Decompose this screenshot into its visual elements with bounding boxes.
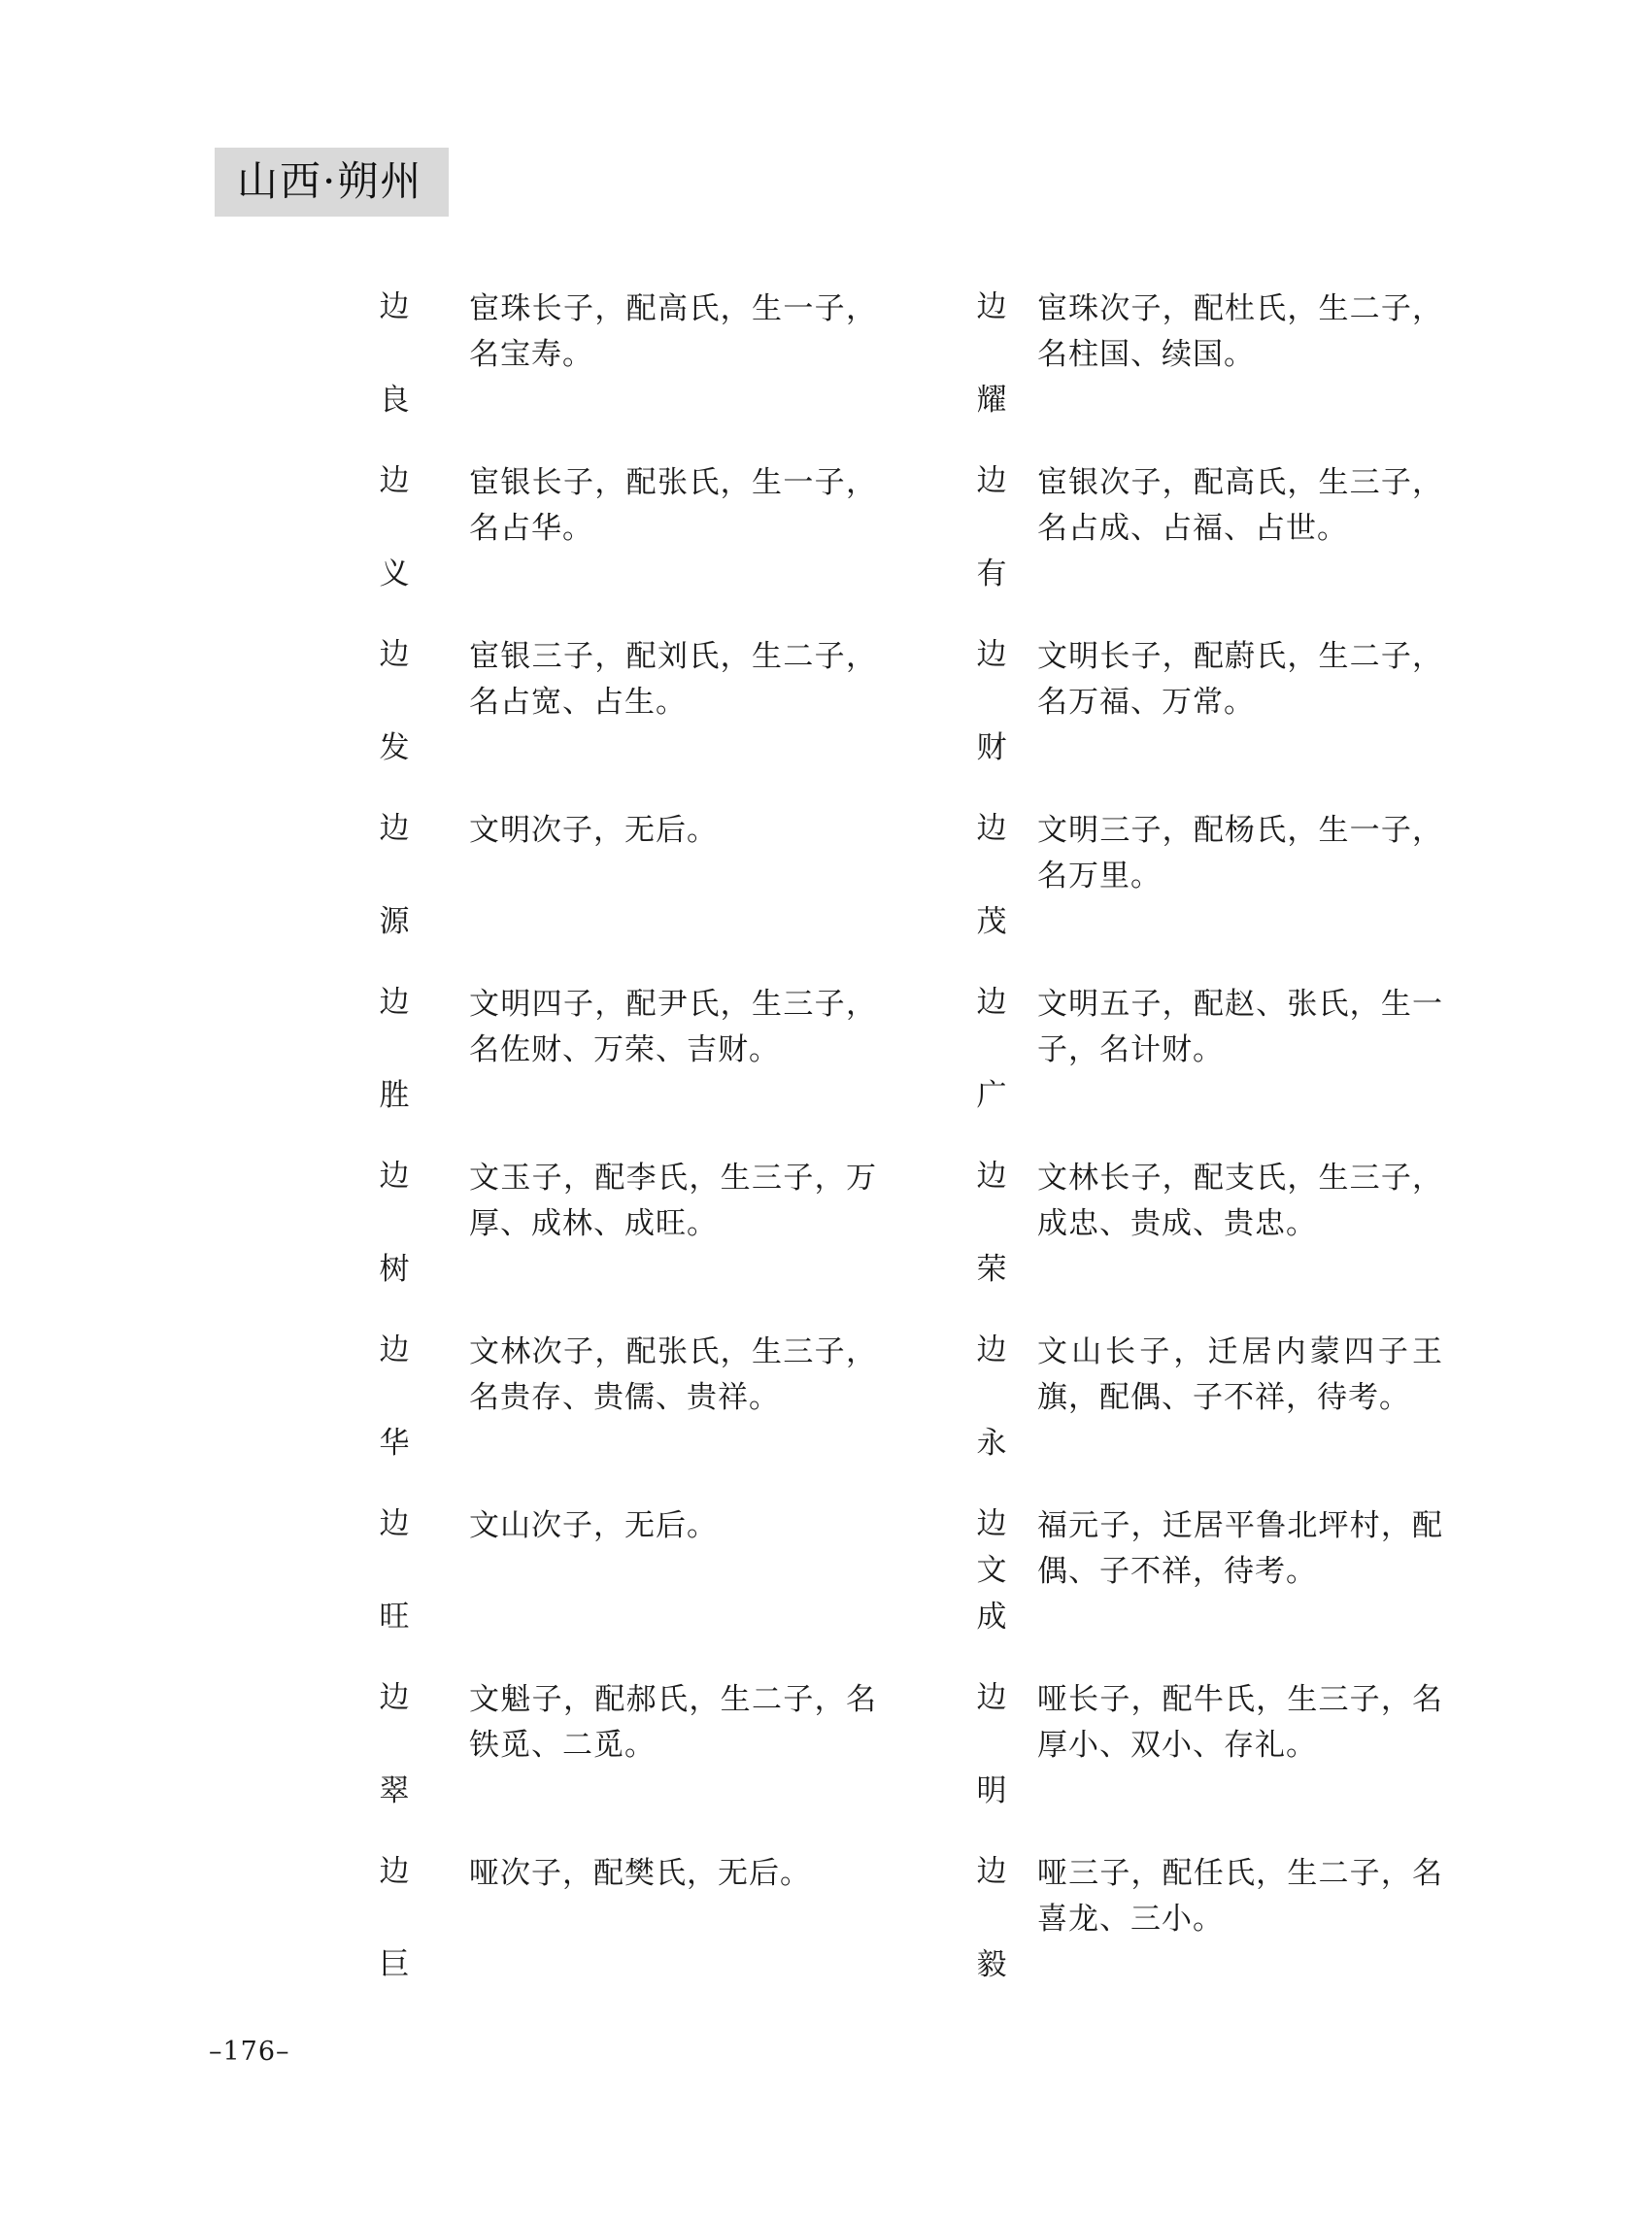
person-description: 文明五子，配赵、张氏，生一子，名计财。: [1037, 987, 1443, 1067]
person-name-char: 边: [976, 1506, 1007, 1541]
person-description: 哑三子，配任氏，生二子，名喜龙、三小。: [1037, 1856, 1443, 1937]
person-name-char: 翠: [379, 1773, 410, 1808]
genealogy-entry: [374, 1677, 879, 1823]
genealogy-entry: [374, 808, 879, 954]
person-name-char: 边: [976, 811, 1007, 846]
genealogy-entry: [374, 982, 879, 1128]
genealogy-entry: [374, 1156, 879, 1301]
person-name-char: 广: [976, 1078, 1007, 1113]
genealogy-entry: [971, 1503, 1457, 1649]
person-description: 文明长子，配蔚氏，生二子，名万福、万常。: [1037, 639, 1443, 720]
genealogy-entry: [374, 1330, 879, 1475]
person-description: 文玉子，配李氏，生三子，万厚、成林、成旺。: [469, 1161, 877, 1241]
person-name-char: 边: [379, 463, 410, 498]
person-name-char: 巨: [379, 1947, 410, 1982]
person-name-char: 边: [976, 1332, 1007, 1367]
person-name-char: 荣: [976, 1252, 1007, 1287]
genealogy-entry: [971, 1851, 1457, 1997]
page-number: –176–: [209, 2037, 290, 2067]
genealogy-entry: [971, 634, 1457, 780]
genealogy-entry: [374, 634, 879, 780]
person-name-char: 边: [379, 811, 410, 846]
person-name-char: 树: [379, 1252, 410, 1287]
person-description: 文明三子，配杨氏，生一子，名万里。: [1037, 813, 1443, 894]
person-description: 文魁子，配郝氏，生二子，名铁觅、二觅。: [469, 1682, 877, 1763]
genealogy-entry: [971, 1677, 1457, 1823]
person-name-char: 边: [976, 289, 1007, 324]
genealogy-entry: [971, 808, 1457, 954]
genealogy-entry: [971, 982, 1457, 1128]
person-name-char: 边: [976, 1854, 1007, 1889]
genealogy-entry: [374, 1503, 879, 1649]
genealogy-entry: [971, 460, 1457, 606]
person-description: 文山长子，迁居内蒙四子王旗，配偶、子不祥，待考。: [1037, 1334, 1443, 1415]
person-name-char: 胜: [379, 1078, 410, 1113]
person-name-char: 文: [976, 1553, 1007, 1588]
person-description: 宦珠长子，配高氏，生一子，名宝寿。: [469, 291, 877, 372]
person-name-char: 边: [379, 985, 410, 1020]
genealogy-entry: [374, 460, 879, 606]
person-name-char: 耀: [976, 383, 1007, 418]
person-name-char: 永: [976, 1426, 1007, 1461]
person-name-char: 边: [976, 463, 1007, 498]
person-name-char: 边: [379, 289, 410, 324]
person-name-char: 边: [976, 1159, 1007, 1194]
person-name-char: 边: [379, 1506, 410, 1541]
person-name-char: 明: [976, 1773, 1007, 1808]
person-name-char: 发: [379, 730, 410, 765]
person-description: 福元子，迁居平鲁北坪村，配偶、子不祥，待考。: [1037, 1508, 1443, 1589]
person-description: 文林长子，配支氏，生三子，成忠、贵成、贵忠。: [1037, 1161, 1443, 1241]
person-description: 文林次子，配张氏，生三子，名贵存、贵儒、贵祥。: [469, 1334, 877, 1415]
person-description: 宦银长子，配张氏，生一子，名占华。: [469, 465, 877, 546]
person-name-char: 财: [976, 730, 1007, 765]
person-name-char: 源: [379, 904, 410, 939]
person-description: 宦银次子，配高氏，生三子，名占成、占福、占世。: [1037, 465, 1443, 546]
person-name-char: 义: [379, 556, 410, 591]
person-name-char: 边: [379, 1159, 410, 1194]
person-name-char: 边: [976, 985, 1007, 1020]
person-name-char: 边: [976, 637, 1007, 672]
person-name-char: 良: [379, 383, 410, 418]
person-name-char: 边: [976, 1680, 1007, 1715]
person-description: 文明次子，无后。: [469, 813, 718, 848]
person-description: 宦银三子，配刘氏，生二子，名占宽、占生。: [469, 639, 877, 720]
genealogy-entry: [971, 287, 1457, 432]
person-description: 哑长子，配牛氏，生三子，名厚小、双小、存礼。: [1037, 1682, 1443, 1763]
person-description: 文山次子，无后。: [469, 1508, 718, 1543]
person-name-char: 旺: [379, 1600, 410, 1635]
person-name-char: 边: [379, 1854, 410, 1889]
person-name-char: 成: [976, 1600, 1007, 1635]
person-description: 哑次子，配樊氏，无后。: [469, 1856, 811, 1891]
person-description: 文明四子，配尹氏，生三子，名佐财、万荣、吉财。: [469, 987, 877, 1067]
person-name-char: 毅: [976, 1947, 1007, 1982]
person-description: 宦珠次子，配杜氏，生二子，名柱国、续国。: [1037, 291, 1443, 372]
genealogy-entry: [374, 287, 879, 432]
genealogy-entry: [374, 1851, 879, 1997]
person-name-char: 茂: [976, 904, 1007, 939]
genealogy-entry: [971, 1156, 1457, 1301]
person-name-char: 华: [379, 1426, 410, 1461]
person-name-char: 边: [379, 1332, 410, 1367]
person-name-char: 边: [379, 637, 410, 672]
person-name-char: 有: [976, 556, 1007, 591]
running-header-title: 山西·朔州: [237, 157, 423, 205]
person-name-char: 边: [379, 1680, 410, 1715]
genealogy-entry: [971, 1330, 1457, 1475]
